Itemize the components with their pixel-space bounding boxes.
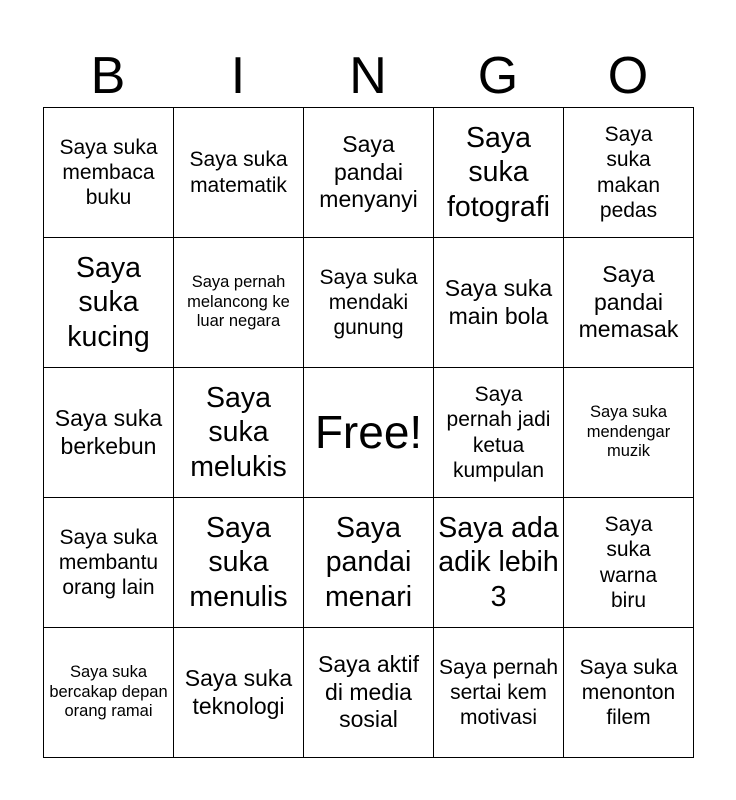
cell-text: Saya suka teknologi <box>184 664 293 719</box>
cell-text: Saya suka menulis <box>189 512 288 613</box>
bingo-header <box>43 44 693 108</box>
cell-text: Saya aktif di media sosial <box>318 651 419 733</box>
cell-text: Saya suka membaca buku <box>59 135 158 210</box>
bingo-cell[interactable] <box>44 628 174 758</box>
cell-text: Saya suka makan pedas <box>596 123 661 222</box>
bingo-cell[interactable] <box>174 238 304 368</box>
cell-text: Saya suka mendaki gunung <box>319 265 418 340</box>
cell-text: Saya suka kucing <box>67 252 150 353</box>
header-letter-b: B <box>90 47 126 105</box>
bingo-cell[interactable] <box>434 498 564 628</box>
cell-text: Saya ada adik lebih 3 <box>438 512 559 613</box>
cell-text: Saya suka mendengar muzik <box>586 402 671 461</box>
header-letter-n: N <box>349 47 387 105</box>
bingo-cell[interactable] <box>434 108 564 238</box>
bingo-cell[interactable] <box>434 368 564 498</box>
bingo-cell[interactable] <box>304 368 434 498</box>
header-letter-g: G <box>477 47 519 105</box>
bingo-cell[interactable] <box>174 368 304 498</box>
cell-text: Saya pandai menari <box>324 512 413 613</box>
cell-text: Saya suka melukis <box>190 382 287 483</box>
cell-text: Saya suka fotografi <box>447 122 550 223</box>
header-letter-i: I <box>230 47 246 105</box>
cell-text: Saya suka main bola <box>444 274 553 329</box>
bingo-cell[interactable] <box>44 238 174 368</box>
bingo-cell[interactable] <box>564 238 694 368</box>
cell-text: Saya pernah melancong ke luar negara <box>187 272 290 331</box>
cell-text: Saya pandai memasak <box>578 261 679 343</box>
bingo-cell[interactable] <box>174 498 304 628</box>
bingo-cell[interactable] <box>44 368 174 498</box>
bingo-cell[interactable] <box>174 108 304 238</box>
bingo-cell[interactable] <box>44 108 174 238</box>
cell-text: Saya pernah jadi ketua kumpulan <box>446 383 551 482</box>
cell-text: Saya suka matematik <box>189 148 288 197</box>
bingo-cell[interactable] <box>304 498 434 628</box>
cell-text: Saya pandai menyanyi <box>319 131 418 213</box>
bingo-cell[interactable] <box>304 108 434 238</box>
cell-text: Saya suka menonton filem <box>579 655 678 730</box>
free-space-text: Free! <box>314 405 423 458</box>
cell-text: Saya suka membantu orang lain <box>58 525 159 600</box>
bingo-cell[interactable] <box>434 238 564 368</box>
bingo-cell[interactable] <box>44 498 174 628</box>
bingo-cell[interactable] <box>304 238 434 368</box>
cell-text: Saya suka warna biru <box>599 513 658 612</box>
bingo-grid <box>43 107 694 758</box>
bingo-cell[interactable] <box>564 628 694 758</box>
cell-text: Saya suka berkebun <box>54 404 163 459</box>
bingo-cell[interactable] <box>434 628 564 758</box>
header-letter-o: O <box>607 47 649 105</box>
cell-text: Saya pernah sertai kem motivasi <box>438 655 559 730</box>
cell-text: Saya suka bercakap depan orang ramai <box>49 662 168 721</box>
bingo-cell[interactable] <box>564 108 694 238</box>
bingo-cell[interactable] <box>174 628 304 758</box>
bingo-cell[interactable] <box>304 628 434 758</box>
bingo-cell[interactable] <box>564 498 694 628</box>
bingo-cell[interactable] <box>564 368 694 498</box>
